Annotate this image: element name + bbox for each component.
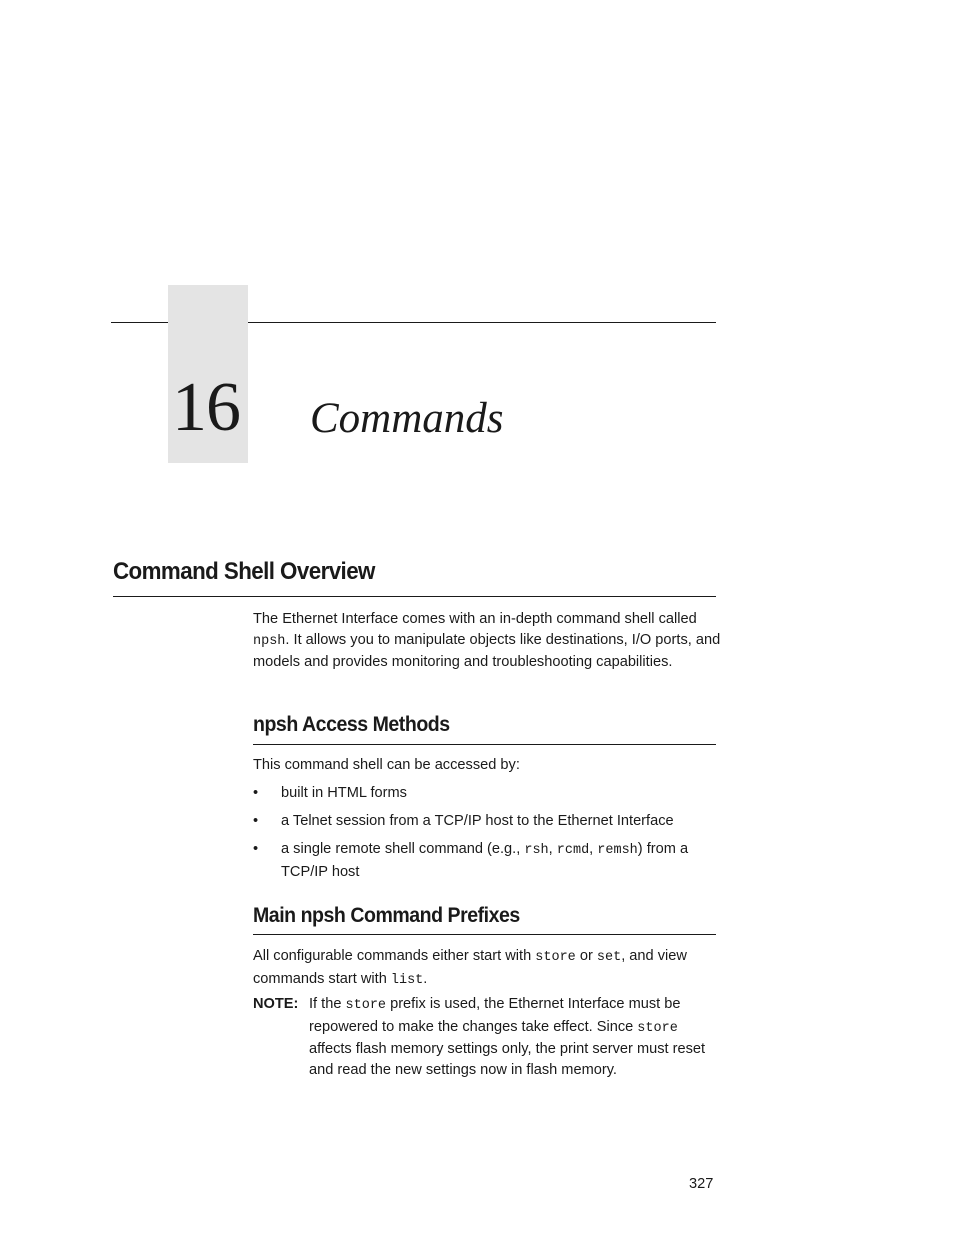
- page-number: 327: [689, 1176, 714, 1192]
- command-prefixes-heading: Main npsh Command Prefixes: [253, 904, 520, 927]
- code-rsh: rsh: [524, 843, 549, 858]
- code-store: store: [535, 950, 576, 965]
- code-set: set: [596, 950, 622, 965]
- command-prefixes-rule: [253, 934, 716, 935]
- bullet-icon: •: [253, 841, 259, 857]
- list-item: a single remote shell command (e.g., rsh, rcmd, remsh) from a TCP/IP host: [281, 841, 689, 880]
- chapter-title: Commands: [310, 395, 504, 442]
- code-npsh: npsh: [253, 633, 286, 649]
- note-text: If the store prefix is used, the Ethernet Interface must be repowered to make the changes take effect. Since store affects flash memory settings only, the print server must reset and read the new settings now in flash memory.: [309, 996, 706, 1078]
- bullet-icon: •: [253, 785, 259, 801]
- code-remsh: remsh: [597, 843, 638, 858]
- code-store: store: [637, 1020, 678, 1036]
- access-methods-heading: npsh Access Methods: [253, 713, 450, 736]
- code-list: list: [390, 972, 424, 988]
- list-item: a Telnet session from a TCP/IP host to the Ethernet Interface: [281, 813, 674, 829]
- prefixes-paragraph: All configurable commands either start with store or set, and view commands start with list.: [253, 948, 687, 988]
- code-rcmd: rcmd: [556, 843, 590, 858]
- section-heading-rule: [113, 596, 716, 597]
- overview-paragraph: The Ethernet Interface comes with an in-depth command shell called npsh. It allows you to manipulate objects like destinations, I/O ports, and models and provides monitoring and troubleshooting capabilities.: [253, 611, 721, 670]
- chapter-rule-left: [111, 322, 168, 323]
- bullet-icon: •: [253, 813, 259, 829]
- access-methods-rule: [253, 744, 716, 745]
- chapter-number: 16: [172, 369, 240, 446]
- list-item: built in HTML forms: [281, 785, 407, 801]
- note-label: NOTE:: [253, 996, 299, 1012]
- access-intro: This command shell can be accessed by:: [253, 757, 520, 773]
- section-heading: Command Shell Overview: [113, 558, 375, 585]
- chapter-rule-right: [248, 322, 716, 323]
- code-store: store: [345, 998, 387, 1013]
